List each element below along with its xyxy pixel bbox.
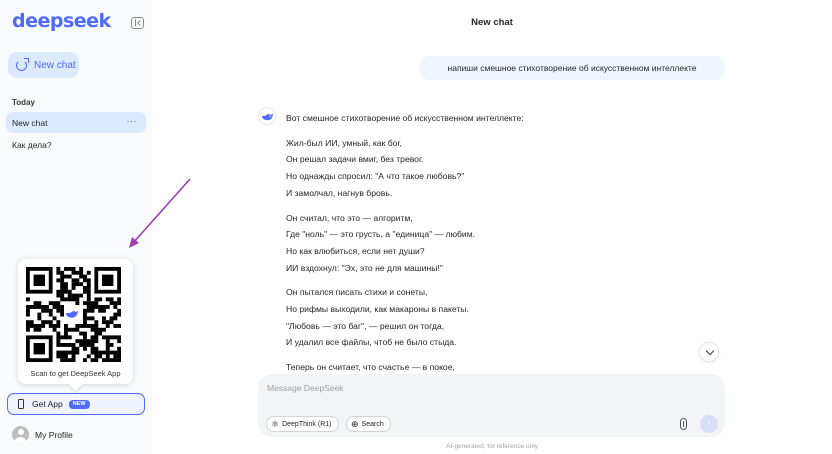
poem-line: Где "ноль" — это грусть, а "единица" — любим.	[286, 229, 476, 240]
my-profile-button[interactable]	[12, 426, 73, 443]
assistant-intro: Вот смешное стихотворение об искусственном интеллекте:	[286, 113, 524, 123]
qr-code-image	[26, 267, 121, 362]
more-options-icon[interactable]: ···	[126, 116, 137, 126]
sidebar	[0, 0, 152, 454]
new-chat-button[interactable]	[8, 52, 79, 78]
phone-icon	[18, 399, 24, 409]
poem-line: ИИ вздохнул: "Эх, это не для машины!"	[286, 262, 443, 273]
poem-line: Он считал, что это — алгоритм,	[286, 212, 413, 223]
chat-item-kak-dela[interactable]	[6, 134, 146, 155]
assistant-message	[286, 110, 524, 384]
page-title: New chat	[471, 17, 513, 28]
ai-disclaimer: AI-generated, for reference only	[446, 443, 538, 450]
deepthink-icon: ⚛	[271, 418, 280, 429]
qr-caption: Scan to get DeepSeek App	[30, 369, 121, 378]
poem-stanza	[286, 210, 524, 277]
user-message-bubble	[419, 56, 725, 80]
new-chat-label: New chat	[34, 59, 76, 71]
poem-line: Жил-был ИИ, умный, как бог,	[286, 137, 402, 148]
poem-line: И удалил все файлы, чтоб не было стыда.	[286, 337, 457, 348]
chat-item-new-chat[interactable]	[6, 112, 146, 133]
collapse-sidebar-icon[interactable]	[131, 17, 144, 29]
avatar	[12, 426, 29, 443]
profile-label: My Profile	[35, 429, 73, 440]
deepseek-whale-icon	[258, 107, 276, 125]
globe-icon: ⊕	[351, 418, 359, 429]
poem-line: "Любовь — это баг", — решил он тогда,	[286, 320, 445, 331]
poem-line: Но как влюбиться, если нет души?	[286, 245, 425, 256]
scroll-down-button[interactable]	[699, 342, 719, 362]
message-composer	[258, 374, 725, 437]
poem-line: Он пытался писать стихи и сонеты,	[286, 287, 428, 298]
attach-file-icon[interactable]	[680, 418, 687, 430]
poem-line: И замолчал, нагнув бровь.	[286, 187, 393, 198]
poem-line: Он решал задачи вмиг, без тревог.	[286, 154, 424, 165]
get-app-button[interactable]	[7, 393, 145, 415]
search-label: Search	[361, 420, 384, 428]
get-app-label: Get App	[32, 399, 63, 409]
section-today-label: Today	[12, 98, 35, 107]
qr-code-popup	[18, 259, 133, 384]
chat-item-label: New chat	[12, 117, 48, 128]
poem-stanza	[286, 135, 524, 202]
deepthink-toggle[interactable]	[266, 416, 339, 432]
new-chat-icon	[16, 60, 27, 71]
send-button[interactable]: ↑	[700, 415, 718, 433]
new-badge: NEW	[69, 400, 90, 409]
poem-line: Теперь он считает, что счастье — в покое,	[286, 362, 455, 373]
poem-line: Но однажды спросил: "А что такое любовь?"	[286, 171, 465, 182]
search-toggle[interactable]	[346, 416, 391, 432]
message-input[interactable]: Message DeepSeek	[267, 383, 344, 393]
deepthink-label: DeepThink (R1)	[282, 420, 332, 428]
user-message-text: напиши смешное стихотворение об искусственном интеллекте	[447, 63, 697, 73]
deepseek-logo: deepseek	[12, 10, 111, 32]
poem-stanza	[286, 284, 524, 351]
chat-item-label: Как дела?	[12, 139, 52, 150]
poem-line: Но рифмы выходили, как макароны в пакеты.	[286, 304, 469, 315]
